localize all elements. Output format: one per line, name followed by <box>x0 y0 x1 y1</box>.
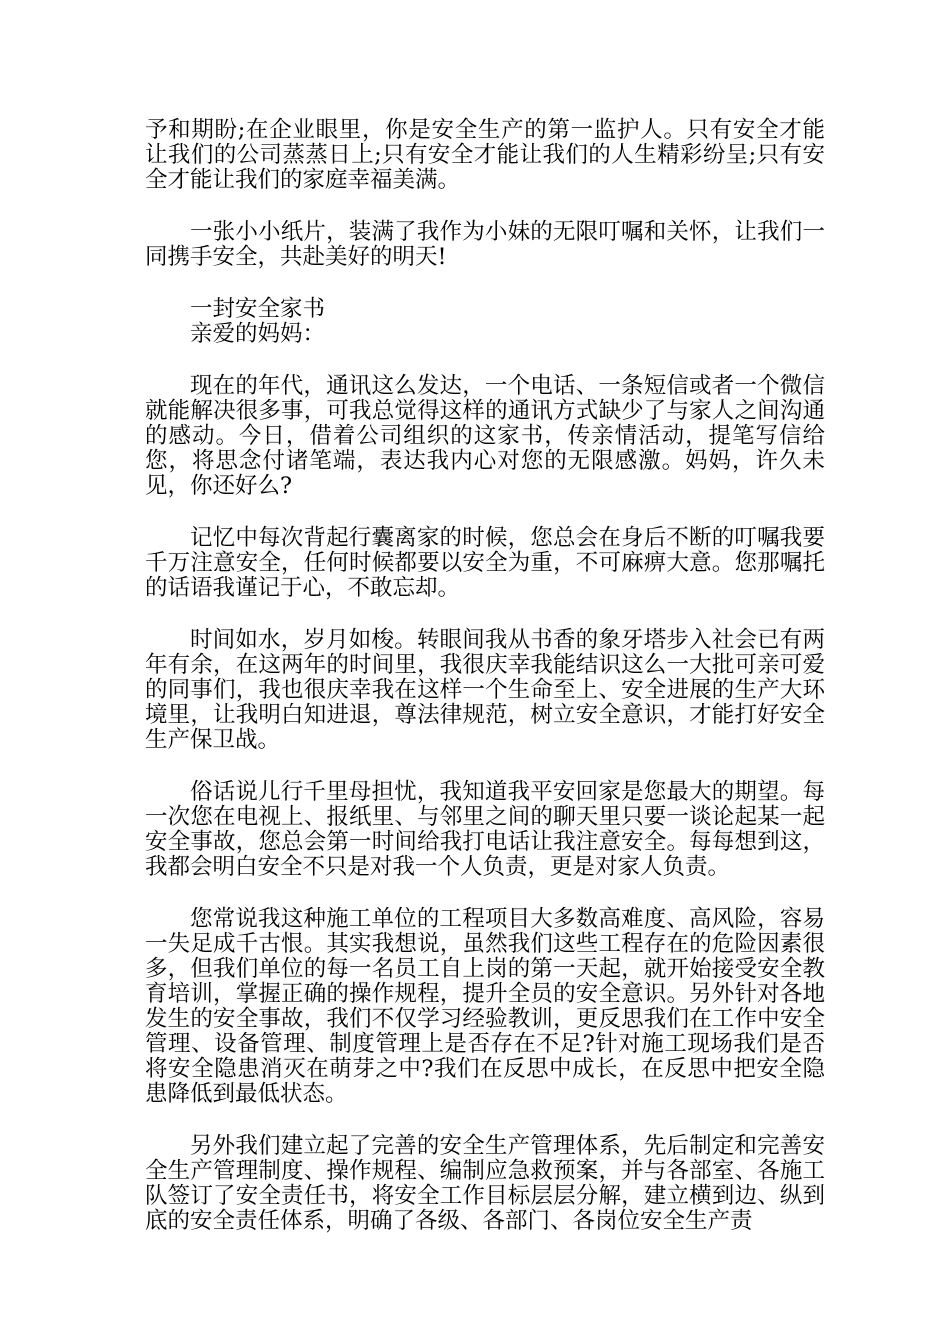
paragraph-continued: 予和期盼;在企业眼里，你是安全生产的第一监护人。只有安全才能让我们的公司蒸蒸日上;只有安全才能让我们的人生精彩纷呈;只有安全才能让我们的家庭幸福美满。 <box>145 117 825 193</box>
letter-salutation: 亲爱的妈妈： <box>190 321 326 347</box>
paragraph-engineering: 您常说我这种施工单位的工程项目大多数高难度、高风险，容易一失足成千古恨。其实我想说，虽然我们这些工程存在的危险因素很多，但我们单位的每一名员工自上岗的第一天起，就开始接受安全教育培训，掌握正确的操作规程，提升全员的安全意识。另外针对各地发生的安全事故，我们不仅学习经验教训，更反思我们在工作中安全管理、设备管理、制度管理上是否存在不足?针对施工现场我们是否将安全隐患消灭在萌芽之中?我们在反思中成长，在反思中把安全隐患降低到最低状态。 <box>145 906 825 1107</box>
paragraph-memory: 记忆中每次背起行囊离家的时候，您总会在身后不断的叮嘱我要千万注意安全，任何时候都要以安全为重，不可麻痹大意。您那嘱托的话语我谨记于心，不敢忘却。 <box>145 525 825 601</box>
paragraph-communication: 现在的年代，通讯这么发达，一个电话、一条短信或者一个微信就能解决很多事，可我总觉得这样的通讯方式缺少了与家人之间沟通的感动。今日，借着公司组织的这家书，传亲情活动，提笔写信给您，将思念付诸笔端，表达我内心对您的无限感激。妈妈，许久未见，你还好么? <box>145 373 825 499</box>
paragraph-time: 时间如水，岁月如梭。转眼间我从书香的象牙塔步入社会已有两年有余，在这两年的时间里，我很庆幸我能结识这么一大批可亲可爱的同事们，我也很庆幸我在这样一个生命至上、安全进展的生产大环境里，让我明白知进退，尊法律规范，树立安全意识，才能打好安全生产保卫战。 <box>145 627 825 753</box>
document-page <box>145 118 825 1261</box>
letter-title: 一封安全家书 <box>190 296 326 322</box>
paragraph-management-system: 另外我们建立起了完善的安全生产管理体系，先后制定和完善安全生产管理制度、操作规程、编制应急救预案，并与各部室、各施工队签订了安全责任书，将安全工作目标层层分解，建立横到边、纵到底的安全责任体系，明确了各级、各部门、各岗位安全生产责 <box>145 1133 825 1234</box>
paragraph-closing-wish: 一张小小纸片，装满了我作为小妹的无限叮嘱和关怀，让我们一同携手安全，共赴美好的明天! <box>145 219 825 270</box>
paragraph-proverb: 俗话说儿行千里母担忧，我知道我平安回家是您最大的期望。每一次您在电视上、报纸里、与邻里之间的聊天里只要一谈论起某一起安全事故，您总会第一时间给我打电话让我注意安全。每每想到这，我都会明白安全不只是对我一个人负责，更是对家人负责。 <box>145 779 825 880</box>
